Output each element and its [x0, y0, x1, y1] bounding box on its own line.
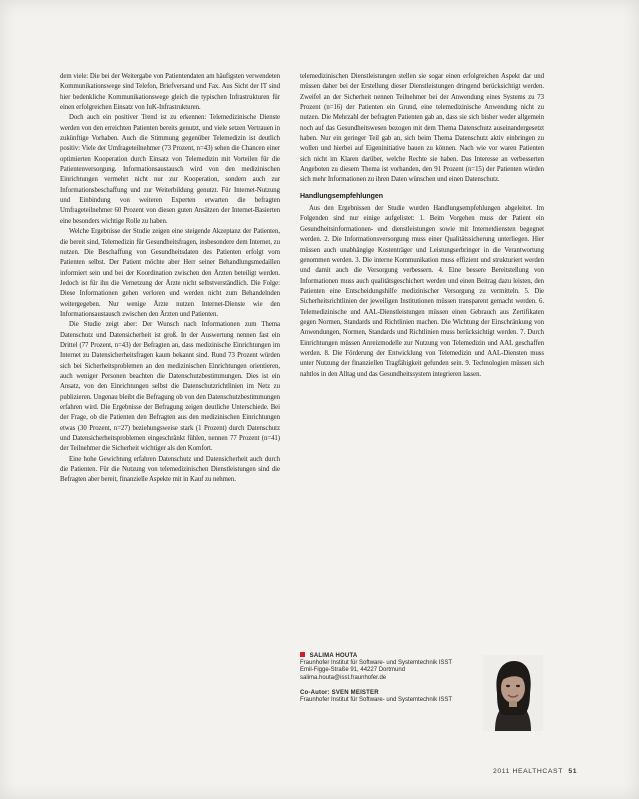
paragraph: dem viele: Die bei der Weitergabe von Patientendaten am häufigsten verwendeten Kommunikationswege sind Telefon, Briefversand und Fax. Aus Sicht der IT sind hier bedenkliche Kommunikationswege gleich die typischen Infrastrukturen für einen erfolgreichen Einsatz von IuK-Infrastrukturen.: [60, 73, 280, 112]
section-subheading: Handlungsempfehlungen: [300, 192, 383, 200]
paragraph: Aus den Ergebnissen der Studie wurden Handlungsempfehlungen abgeleitet. Im Folgenden sind nur einige aufgelistet: 1. Beim Vorgehen muss der Patient ein Gesundheitsinformationen- und dienstleistungen sowie mit Internetdiensten begegnet werden. 2. Die Informationsversorgung muss einer Qualitätssicherung unterliegen. Hier müssen auch unabhängige Kostenträger und Leistungserbringer in die Verantwortung genommen werden. 3. Die interne Kommunikation muss effizient und strukturiert werden und damit auch die Versorgung verbessern. 4. Eine bessere Bereitstellung von Informationen muss auch qualitätsgeschichert werden und einen Beitrag dazu leisten, den Patienten eine Entscheidungshilfe medizinischer Versorgung zu vermitteln. 5. Die Sicherheitsrichtlinien der jeweiligen Institutionen müssen transparent gemacht werden. 6. Telemedizinische und AAL-Dienstleistungen müssen einen Gebrauch aus Zertifikaten gegen Normen, Standards und Richtlinien machen. Die Wichtung der Einschränkung von Anwendungen, Normen, Standards und Richtlinien muss berücksichtigt werden. 7. Durch Einrichtungen müssen Anreizmodelle zur Nutzung von Telemedizin und AAL geschaffen werden. 8. Die Förderung der Entwicklung von Telemedizin und AAL-Diensten muss unter Nutzung der finanziellen Tragfähigkeit gefunden sein. 9. Technologien müssen sich nahtlos in den Alltag und das Gesundheitssystem integrieren lassen.: [300, 205, 544, 378]
paragraph: telemedizinischen Dienstleistungen stellen sie sogar einen erfolgreichen Aspekt dar und müssen daher bei der Erstellung dieser Dienstleistungen dringend berücksichtigt werden. Zweifel an der Sicherheit nennen Teilnehmer bei der Anwendung eines Systems zu 73 Prozent (n=16) der Patienten ein Grund, eine telemedizinische Anwendung nicht zu nutzen. Die Mehrzahl der befragten Patienten gab an, dass sie sich bisher weder allgemein noch auf das Gesundheitswesen bezogen mit dem Thema Datenschutz auseinandergesetzt haben. Nur ein geringer Teil gab an, sich beim Thema Datenschutz aktiv einbringen zu wollen und hierbei auf Eigeninitiative bauen zu können. Nach wie vor waren Patienten sich nicht im Klaren darüber, welche Rechte sie haben. Das Interesse an verbesserten Angeboten zu diesem Thema ist vorhanden, den 91 Prozent (n=15) der Patienten würden sich mehr Informationen zu ihren Daten wünschen und einen Datenschutz.: [300, 73, 544, 184]
paragraph: Doch auch ein positiver Trend ist zu erkennen: Telemedizinische Dienste werden von den erreichten Patienten bereits genutzt, und viele setzen Vertrauen in zukünftige Vorhaben. Auch die Stimmung gegenüber Telemedizin ist deutlich positiv: Viele der Umfrageteilnehmer (73 Prozent, n=43) sehen die Chancen einer optimierten Kooperation durch Einsatz von Telemedizin mit Vorteilen für die Patientenversorgung. Informationsaustausch wird von den medizinischen Einrichtungen vermehrt nicht nur zur Kooperation, sondern auch zur Informationsbeschaffung und zur Weiterbildung genutzt. Für Internet-Nutzung und Einbindung von weiteren Experten erwarten die befragten Umfrageteilnehmer 60 Prozent von diesen guten Ansätzen der Internet-Basierten eine besonders wichtige Rolle zu haben.: [60, 114, 280, 225]
author-email[interactable]: salima.houta@isst.fraunhofer.de: [300, 674, 387, 681]
author-box: [300, 652, 478, 712]
paragraph: Welche Ergebnisse der Studie zeigen eine steigende Akzeptanz der Patienten, die bereit sind, Telemedizin für Gesundheitsfragen, insbesondere dem Internet, zu nutzen. Die Beschaffung von Gesundheitsdaten des Patienten erfolgt vom Patienten selbst. Der Patient möchte aber Herr seiner Behandlungsmedaillen informiert sein und bei der Koordination zwischen den Ärzten beteiligt werden. Jedoch ist für ihn die Vernetzung der Ärzte nicht selbstverständlich. Die Folge: Diese Informationen gehen verloren und werden nicht zum Behandelnden weitergegeben. Nur wenige Ärzte nutzen Internet-Dienste wie den Informationsaustausch zwischen den Ärzten und Patienten.: [60, 228, 280, 318]
author-secondary: [300, 690, 478, 704]
author-photo: [483, 655, 543, 731]
right-text-column: [300, 72, 544, 380]
page-number: 51: [568, 768, 578, 775]
issue-label: 2011 HEALTHCAST: [493, 768, 563, 775]
author-address: Emil-Figge-Straße 91, 44227 Dortmund: [300, 667, 406, 674]
left-text-column: [60, 72, 280, 486]
author-name: SALIMA HOUTA: [309, 653, 358, 659]
paragraph: Die Studie zeigt aber: Der Wunsch nach Informationen zum Thema Datenschutz und Datensicherheit ist groß. In der Auswertung nennen fast ein Drittel (77 Prozent, n=43) der Befragten an, dass medizinische Einrichtungen im Internet zu Datensicherheitsfragen kaum bekannt sind. Rund 73 Prozent würden sich bei Sicherheitsproblemen an den medizinischen Einrichtungen orientieren, auch weniger Personen beachten die Datenschutzbestimmungen. Dies ist ein Ansatz, von den Einrichtungen selbst die Datenschutzrichtlinien im Netz zu publizieren. Ungenau bleibt die Befragung ob von den Datenschutzbestimmungen erfahren wird. Die Ergebnisse der Befragung zeigen deutliche Unterschiede. Bei der Frage, ob die Patienten den Befragten aus den medizinischen Einrichtungen etwas (30 Prozent, n=27) beziehungsweise stark (1 Prozent) durch Datenschutz und Datensicherheitsproblemen eingeschränkt fühlen, nennen 77 Prozent (n=41) der Teilnehmer die Sicherheit wichtiger als den Komfort.: [60, 321, 280, 453]
author-primary: [300, 652, 478, 682]
page-footer: [493, 768, 577, 775]
paragraph: Eine hohe Gewichtung erfahren Datenschutz und Datensicherheit auch durch die Patienten. Für die Nutzung von telemedizinischen Dienstleistungen sind die Befragten aber bereit, finanzielle Aspekte mit in Kauf zu nehmen.: [60, 455, 280, 484]
coauthor-name: Co-Autor: SVEN MEISTER: [300, 689, 379, 696]
author-affiliation: Fraunhofer Institut für Software- und Systemtechnik ISST: [300, 660, 453, 667]
coauthor-affiliation: Fraunhofer Institut für Software- und Systemtechnik ISST: [300, 697, 453, 704]
portrait-illustration: [483, 655, 543, 731]
red-square-icon: [300, 652, 305, 657]
